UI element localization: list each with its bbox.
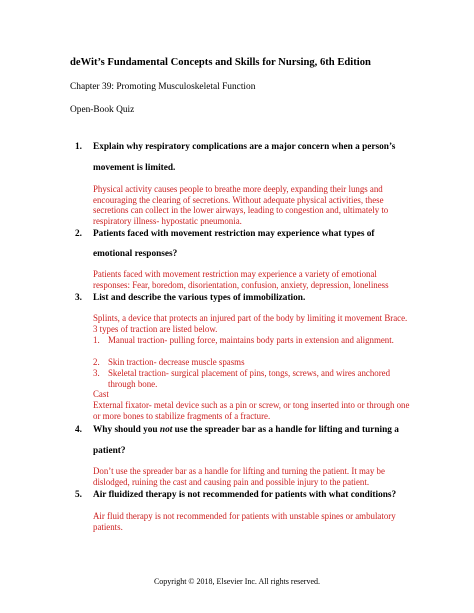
question-3-fixator: External fixator- metal device such as a pin or screw, or tong inserted into or through one or more bones to stabilize fragments of a fracture. [93,400,410,421]
question-1-number: 1. [75,142,82,152]
document-title: deWit’s Fundamental Concepts and Skills for Nursing, 6th Edition [70,57,371,68]
question-4-text-line1 [93,425,399,435]
question-5-answer: Air fluid therapy is not recommended for patients with unstable spines or ambulatory patients. [93,511,396,532]
question-2-text-line1: Patients faced with movement restriction may experience what types of [93,229,375,239]
question-2-answer: Patients faced with movement restriction may experience a variety of emotional responses: Fear, boredom, disorientation, confusion, anxiety, depression, loneliness [93,269,389,290]
question-4-answer: Don’t use the spreader bar as a handle for lifting and turning the patient. It may be dislodged, ruining the cast and causing pain and possible injury to the patient. [93,466,385,487]
question-3-subitem-1-number: 1. [93,335,100,345]
question-3-answer-intro: Splints, a device that protects an injured part of the body by limiting it movement Brace. 3 types of traction are listed below. [93,313,408,334]
question-2-text-line2: emotional responses? [93,249,178,259]
question-1-text-line1: Explain why respiratory complications are a major concern when a person’s [93,142,396,152]
question-3-cast: Cast [93,389,109,399]
question-4-text-line2: patient? [93,446,126,456]
question-4-text-post: use the spreader bar as a handle for lifting and turning a [172,425,399,435]
question-3-subitem-1-text: Manual traction- pulling force, maintains body parts in extension and alignment. [108,335,394,345]
question-5-text-line1: Air fluidized therapy is not recommended for patients with what conditions? [93,490,397,500]
question-2-number: 2. [75,229,82,239]
question-3-subitem-3-number: 3. [93,368,100,378]
question-3-subitem-2-text: Skin traction- decrease muscle spasms [108,357,245,367]
question-1-answer: Physical activity causes people to breathe more deeply, expanding their lungs and encouraging the clearing of secretions. Without adequate physical activities, these secretions can collect in the lower airways, leading to congestion and, ultimately to respiratory illness- hypostatic pneumonia. [93,184,389,226]
question-3-subitem-3-text: Skeletal traction- surgical placement of pins, tongs, screws, and wires anchored through bone. [108,368,391,389]
question-3-text-line1: List and describe the various types of immobilization. [93,293,306,303]
question-1-text-line2: movement is limited. [93,163,176,173]
chapter-heading: Chapter 39: Promoting Musculoskeletal Function [70,82,256,92]
question-4-number: 4. [75,425,82,435]
question-5-number: 5. [75,490,82,500]
question-3-subitem-2-number: 2. [93,357,100,367]
question-4-text-pre: Why should you [93,425,160,435]
question-3-number: 3. [75,293,82,303]
question-4-text-emphasis: not [159,425,173,435]
copyright-footer: Copyright © 2018, Elsevier Inc. All rights reserved. [153,577,321,586]
quiz-label: Open-Book Quiz [70,105,135,115]
